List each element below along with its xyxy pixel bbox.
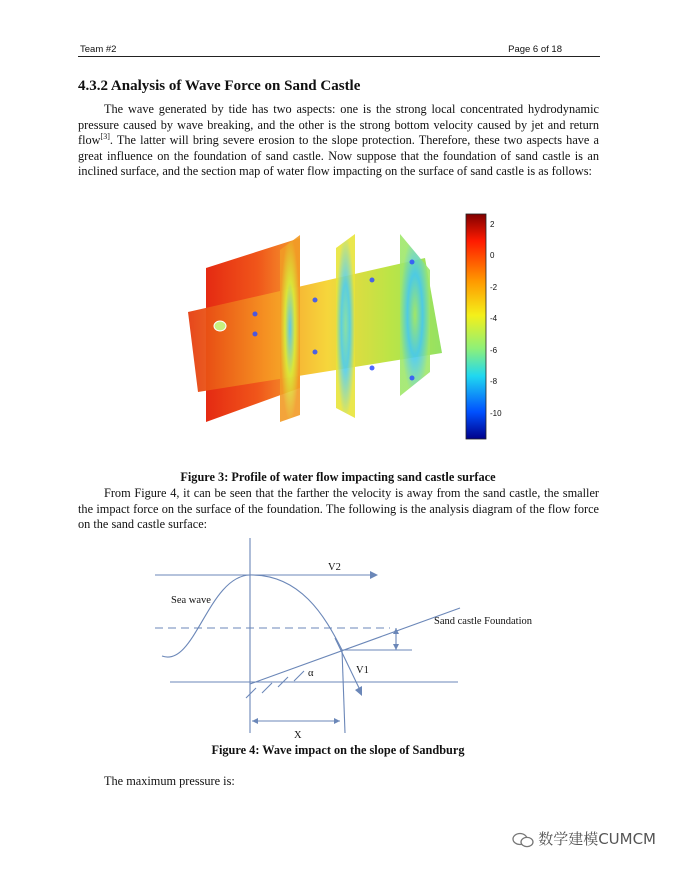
header-rule (78, 56, 600, 57)
watermark-text: 数学建模CUMCM (538, 830, 656, 848)
figure-4-diagram (150, 538, 550, 743)
colorbar-tick-minus8: -8 (490, 377, 498, 386)
slope-line (250, 608, 460, 684)
sea-wave-label: Sea wave (171, 595, 211, 606)
section-heading: 4.3.2 Analysis of Wave Force on Sand Castle (78, 78, 361, 94)
dim-arrow-down (393, 644, 399, 650)
paragraph-1 (78, 102, 599, 180)
x-arrow-right (334, 718, 340, 724)
colorbar (466, 214, 486, 439)
alpha-label: α (308, 668, 314, 679)
wechat-icon (512, 832, 534, 848)
header-team: Team #2 (80, 44, 117, 55)
v2-arrowhead (370, 571, 378, 579)
paragraph-2: From Figure 4, it can be seen that the farther the velocity is away from the sand castle, the smaller the impact force on the surface of the foundation. The following is the analysis diagram of the flow force on the sand castle surface: (78, 486, 599, 532)
header-page-number: Page 6 of 18 (508, 44, 562, 55)
colorbar-tick-minus2: -2 (490, 283, 498, 292)
watermark (512, 828, 656, 849)
sea-wave-curve (162, 575, 342, 657)
slice-vertical-2 (336, 234, 355, 418)
colorbar-tick-2: 2 (490, 220, 495, 229)
colorbar-tick-minus10: -10 (490, 409, 502, 418)
slice-vertical-3 (400, 234, 430, 396)
paragraph-3: The maximum pressure is: (104, 774, 235, 788)
hatch-4 (294, 671, 304, 681)
hatch-2 (262, 683, 272, 693)
paragraph-1-text-cont: . The latter will bring severe erosion to the slope protection. Therefore, these two aspects have a great influence on the foundation of sand castle. Now suppose that the foundation of sand castle is an inclined surface, and the section map of water flow impacting on the surface of sand castle is as follows: (78, 133, 599, 179)
slice-vertical-1 (280, 235, 300, 422)
colorbar-tick-0: 0 (490, 251, 495, 260)
x-label: X (294, 730, 302, 741)
citation-ref[interactable]: [3] (100, 132, 110, 142)
colorbar-tick-minus6: -6 (490, 346, 498, 355)
paragraph-1-text: The wave generated by tide has two aspects: one is the strong local concentrated hydrodynamic pressure caused by wave breaking, and the other is the strong bottom velocity caused by jet and return flow (78, 102, 599, 148)
impact-vertical (342, 650, 345, 733)
v1-label: V1 (356, 665, 369, 676)
x-arrow-left (252, 718, 258, 724)
v2-label: V2 (328, 562, 341, 573)
figure-3-slice-plot (180, 210, 510, 445)
foundation-label: Sand castle Foundation (434, 616, 532, 627)
colorbar-tick-minus4: -4 (490, 314, 498, 323)
dim-arrow-up (393, 628, 399, 634)
hatch-1 (246, 688, 256, 698)
figure-3-caption: Figure 3: Profile of water flow impacting sand castle surface (180, 470, 496, 484)
figure-4-caption: Figure 4: Wave impact on the slope of Sandburg (211, 743, 465, 757)
inlet-hotspot (214, 321, 226, 331)
